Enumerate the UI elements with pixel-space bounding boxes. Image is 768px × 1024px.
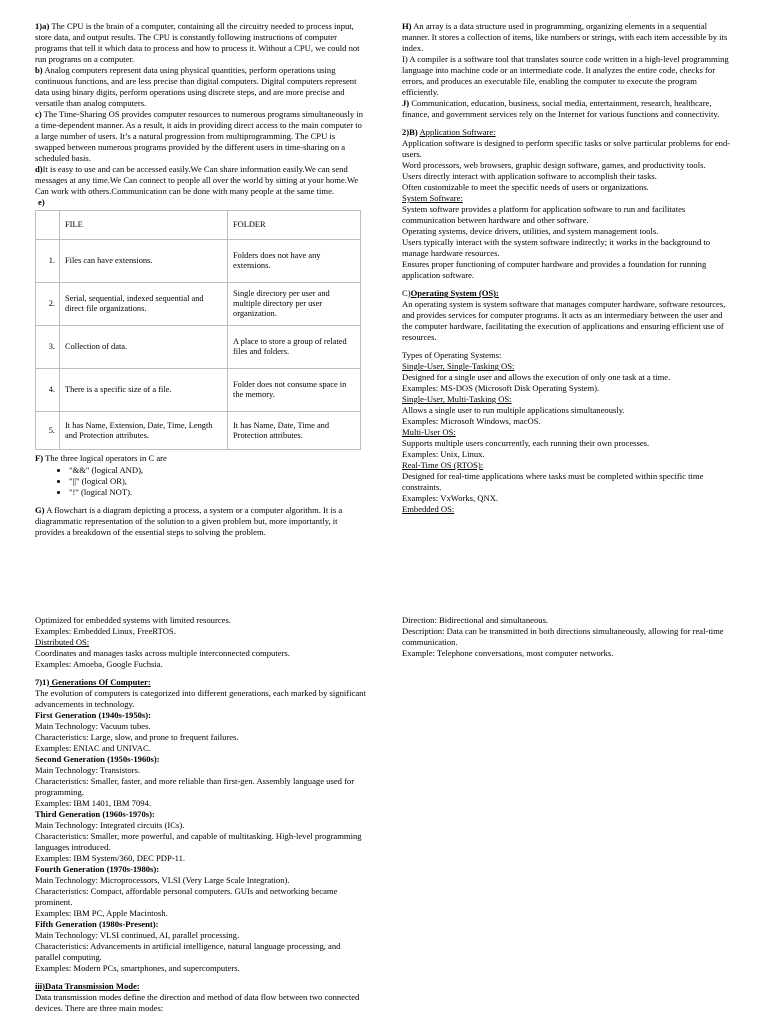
table-row-number: 4.	[36, 369, 60, 412]
table-cell-folder: Folder does not consume space in the memory.	[228, 369, 361, 412]
table-row	[36, 283, 361, 326]
paragraph: Examples: VxWorks, QNX.	[402, 493, 499, 503]
os-heading: C)Operating System (OS):	[402, 288, 499, 298]
top-right-column	[402, 21, 734, 515]
table-cell	[36, 211, 60, 240]
paragraph: Main Technology: VLSI continued, AI, parallel processing.	[35, 930, 240, 940]
table-cell-folder: Single directory per user and multiple directory per user organization.	[228, 283, 361, 326]
paragraph: Allows a single user to run multiple applications simultaneously.	[402, 405, 625, 415]
os-type-heading: Embedded OS:	[402, 504, 455, 514]
table-row-number: 3.	[36, 326, 60, 369]
table-cell-file: It has Name, Extension, Date, Time, Length and Protection attributes.	[60, 412, 228, 450]
answer-i: I) A compiler is a software tool that translates source code written in a high-level programming language into machine code or an intermediate code. It analyzes the entire code, checks for errors, and produces an executable file, enabling the computer to execute the program efficiently.	[402, 54, 729, 97]
table-cell-folder: A place to store a group of related files and folders.	[228, 326, 361, 369]
generation-title: First Generation (1940s-1950s):	[35, 710, 151, 720]
logical-operators-list	[35, 465, 365, 498]
answer-1c: c) The Time-Sharing OS provides computer resources to numerous programs simultaneously in a time-dependent manner. As a result, it aids in providing direct access to the main computer to a large number of users. It’s a natural progression from multiprogramming. The CPU is swapped between numerous programs provided by the different users in time-sharing on a scheduled basis.	[35, 109, 364, 163]
file-folder-table	[35, 210, 361, 450]
generations-intro: The evolution of computers is categorized into different generations, each marked by significant advancements in technology.	[35, 688, 366, 709]
paragraph: Examples: IBM 1401, IBM 7094.	[35, 798, 152, 808]
paragraph: Main Technology: Integrated circuits (ICs).	[35, 820, 185, 830]
paragraph: Examples: Microsoft Windows, macOS.	[402, 416, 541, 426]
paragraph: Examples: IBM PC, Apple Macintosh.	[35, 908, 168, 918]
paragraph: Examples: MS-DOS (Microsoft Disk Operating System).	[402, 383, 600, 393]
paragraph: Optimized for embedded systems with limited resources.	[35, 615, 231, 625]
paragraph: Users directly interact with application software to accomplish their tasks.	[402, 171, 657, 181]
answer-1a: 1)a) The CPU is the brain of a computer, containing all the circuitry needed to process input, store data, and output results. The CPU is constantly following instructions of computer programs that tell it which data to process and how to process it. Without a CPU, we could not run programs on a computer.	[35, 21, 360, 64]
table-cell-file: There is a specific size of a file.	[60, 369, 228, 412]
paragraph: Coordinates and manages tasks across multiple interconnected computers.	[35, 648, 290, 658]
paragraph: Examples: Unix, Linux.	[402, 449, 485, 459]
paragraph: Main Technology: Vacuum tubes.	[35, 721, 151, 731]
generation-title: Fifth Generation (1980s-Present):	[35, 919, 159, 929]
table-row-number: 2.	[36, 283, 60, 326]
paragraph: Designed for real-time applications where tasks must be completed within specific time constraints.	[402, 471, 704, 492]
paragraph: Examples: Amoeba, Google Fuchsia.	[35, 659, 163, 669]
generation-title: Third Generation (1960s-1970s):	[35, 809, 155, 819]
table-cell-file: Files can have extensions.	[60, 240, 228, 283]
generation-title: Fourth Generation (1970s-1980s):	[35, 864, 160, 874]
list-item: • "&&" (logical AND),	[69, 465, 365, 476]
bottom-right-column	[402, 615, 734, 659]
table-row	[36, 326, 361, 369]
paragraph: Designed for a single user and allows the execution of only one task at a time.	[402, 372, 671, 382]
system-software-heading: System Software:	[402, 193, 463, 203]
table-header-row	[36, 211, 361, 240]
paragraph: Characteristics: Advancements in artificial intelligence, natural language processing, and parallel computing.	[35, 941, 341, 962]
paragraph: Users typically interact with the system software indirectly; it works in the background to manage hardware resources.	[402, 237, 711, 258]
os-type-heading: Multi-User OS:	[402, 427, 456, 437]
table-header-file: FILE	[60, 211, 228, 240]
answer-h: H) An array is a data structure used in programming, organizing elements in a sequential manner. It stores a collection of items, like numbers or strings, with each item accessible by its index.	[402, 21, 728, 53]
paragraph: Characteristics: Compact, affordable personal computers. GUIs and networking became prominent.	[35, 886, 338, 907]
top-left-column	[35, 21, 365, 538]
os-text: An operating system is system software that manages computer hardware, software resources, and provides services for computer programs. It acts as an intermediary between the user and the computer hardware, facilitating the execution of applications and ensuring efficient use of resources.	[402, 299, 726, 342]
table-row-number: 5.	[36, 412, 60, 450]
paragraph: Characteristics: Smaller, more powerful, and capable of multitasking. High-level programming languages introduced.	[35, 831, 362, 852]
os-types-heading: Types of Operating Systems:	[402, 350, 502, 360]
paragraph: System software provides a platform for application software to run and facilitates communication between hardware and other software.	[402, 204, 686, 225]
data-transmission-text: Data transmission modes define the direction and method of data flow between two connected devices. There are three main modes:	[35, 992, 360, 1013]
table-header-folder: FOLDER	[228, 211, 361, 240]
paragraph: Description: Data can be transmitted in both directions simultaneously, allowing for real-time communication.	[402, 626, 724, 647]
paragraph: Ensures proper functioning of computer hardware and provides a foundation for running application software.	[402, 259, 707, 280]
list-item: • "!" (logical NOT).	[69, 487, 365, 498]
table-row	[36, 240, 361, 283]
paragraph: Examples: Embedded Linux, FreeRTOS.	[35, 626, 176, 636]
paragraph: Word processors, web browsers, graphic design software, games, and productivity tools.	[402, 160, 706, 170]
paragraph: Characteristics: Large, slow, and prone to frequent failures.	[35, 732, 239, 742]
paragraph: Main Technology: Transistors.	[35, 765, 140, 775]
table-cell-file: Serial, sequential, indexed sequential and direct file organizations.	[60, 283, 228, 326]
os-type-heading: Single-User, Single-Tasking OS:	[402, 361, 515, 371]
os-type-heading: Single-User, Multi-Tasking OS:	[402, 394, 512, 404]
paragraph: Example: Telephone conversations, most computer networks.	[402, 648, 614, 658]
paragraph: Examples: Modern PCs, smartphones, and supercomputers.	[35, 963, 240, 973]
table-cell-folder: It has Name, Date, Time and Protection attributes.	[228, 412, 361, 450]
table-row-number: 1.	[36, 240, 60, 283]
table-cell-file: Collection of data.	[60, 326, 228, 369]
answer-g: G) A flowchart is a diagram depicting a process, a system or a computer algorithm. It is a diagrammatic representation of the solution to a given problem but, more importantly, it provides a breakdown of the essential steps to solving the problem.	[35, 505, 343, 537]
bottom-left-column	[35, 615, 367, 1014]
paragraph: Examples: ENIAC and UNIVAC.	[35, 743, 151, 753]
answer-1e-label: e)	[38, 197, 45, 207]
table-cell-folder: Folders does not have any extensions.	[228, 240, 361, 283]
answer-f: F) The three logical operators in C are	[35, 453, 167, 463]
paragraph: Characteristics: Smaller, faster, and more reliable than first-gen. Assembly language used for programming.	[35, 776, 355, 797]
answer-2b-heading: 2)B) Application Software:	[402, 127, 496, 137]
paragraph: Often customizable to meet the specific needs of users or organizations.	[402, 182, 649, 192]
os-type-heading: Real-Time OS (RTOS):	[402, 460, 484, 470]
data-transmission-heading: iii)Data Transmission Mode:	[35, 981, 140, 991]
paragraph: Operating systems, device drivers, utilities, and system management tools.	[402, 226, 659, 236]
answer-j: J) Communication, education, business, social media, entertainment, research, healthcare, finance, and government services rely on the Internet for various functions and connectivity.	[402, 98, 720, 119]
generation-title: Second Generation (1950s-1960s):	[35, 754, 160, 764]
paragraph: Application software is designed to perform specific tasks or solve particular problems for end-users.	[402, 138, 731, 159]
list-item: • "||" (logical OR),	[69, 476, 365, 487]
paragraph: Main Technology: Microprocessors, VLSI (Very Large Scale Integration).	[35, 875, 290, 885]
paragraph: Supports multiple users concurrently, each running their own processes.	[402, 438, 650, 448]
paragraph: Direction: Bidirectional and simultaneous.	[402, 615, 549, 625]
answer-1b: b) Analog computers represent data using physical quantities, perform operations using continuous functions, and are less precise than digital computers. Digital computers represent data using binary digits, perform operations using discrete steps, and are more precise and versatile than analog computers.	[35, 65, 357, 108]
paragraph: Examples: IBM System/360, DEC PDP-11.	[35, 853, 186, 863]
table-row	[36, 369, 361, 412]
distributed-os-heading: Distributed OS:	[35, 637, 90, 647]
table-row	[36, 412, 361, 450]
answer-1d: d)It is easy to use and can be accessed easily.We Can share information easily.We can send messages at any time.We Can connect to people all over the world by sitting at your home.We Can work with others.Communication can be done with many people at the same time.	[35, 164, 359, 196]
generations-heading: 7)1) Generations Of Computer:	[35, 677, 151, 687]
